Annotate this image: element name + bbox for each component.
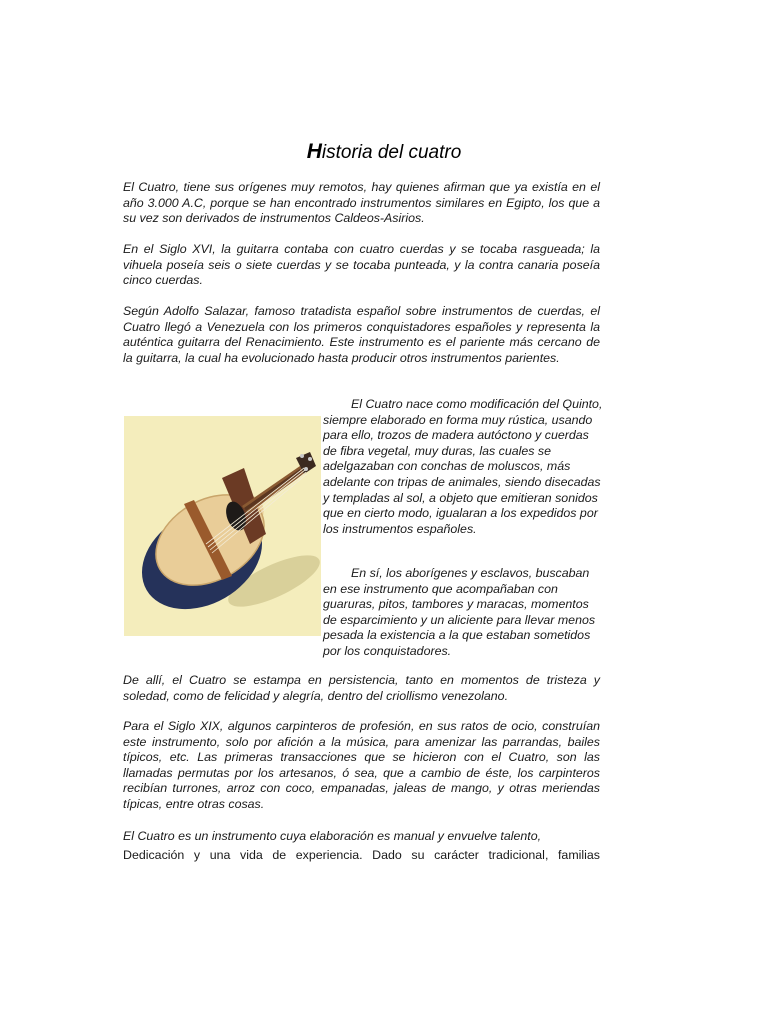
- title-rest: istoria del cuatro: [321, 142, 462, 163]
- title-initial: H: [306, 140, 322, 163]
- paragraph-dedicacion: Dedicación y una vida de experiencia. Dado su carácter tradicional, familias: [123, 848, 600, 862]
- cuatro-guitar-image: [124, 416, 321, 636]
- page-title: [0, 140, 768, 164]
- paragraph-origins: El Cuatro, tiene sus orígenes muy remotos, hay quienes afirman que ya existía en el año 3.000 A.C, porque se han encontrado instrumentos similares en Egipto, los que a su vez son derivados de instrumentos Caldeos-Asirios.: [123, 180, 600, 226]
- paragraph-siglo-xix: Para el Siglo XIX, algunos carpinteros de profesión, en sus ratos de ocio, construían este instrumento, solo por afición a la música, para amenizar las parrandas, bailes típicos, etc. Las primeras transacciones que se hicieron con el Cuatro, son las llamadas permutas por los artesanos, ó sea, que a cambio de éste, los carpinteros recibían turrones, arroz con coco, empanadas, jaleas de mango, y otras meriendas típicas, entre otras cosas.: [123, 719, 600, 811]
- side-paragraph-quinto: El Cuatro nace como modificación del Quinto, siempre elaborado en forma muy rústica, usando para ello, trozos de madera autóctono y cuerdas de fibra vegetal, muy duras, las cuales se adelgazaban con conchas de moluscos, más adelante con tripas de animales, siendo disecadas y templadas al sol, a objeto que emitieran sonidos que en cierto modo, igualaran a los expedidos por los instrumentos españoles.: [323, 397, 603, 536]
- paragraph-elaboracion: El Cuatro es un instrumento cuya elaboración es manual y envuelve talento,: [123, 829, 542, 843]
- side-paragraph-aborigenes: En sí, los aborígenes y esclavos, buscaban en ese instrumento que acompañaban con guaruras, pitos, tambores y maracas, momentos de esparcimiento y un aliciente para llevar menos pesada la existencia a la que estaban sometidos por los conquistadores.: [323, 566, 596, 658]
- paragraph-salazar: Según Adolfo Salazar, famoso tratadista español sobre instrumentos de cuerdas, el Cuatro llegó a Venezuela con los primeros conquistadores españoles y representa la auténtica guitarra del Renacimiento. Este instrumento es el pariente más cercano de la guitarra, la cual ha evolucionado hasta producir otros instrumentos parientes.: [123, 304, 600, 365]
- paragraph-siglo-xvi: En el Siglo XVI, la guitarra contaba con cuatro cuerdas y se tocaba rasgueada; la vihuela poseía seis o siete cuerdas y se tocaba punteada, y la contra canaria poseía cinco cuerdas.: [123, 242, 600, 288]
- paragraph-persistencia: De allí, el Cuatro se estampa en persistencia, tanto en momentos de tristeza y soledad, como de felicidad y alegría, dentro del criollismo venezolano.: [123, 673, 600, 703]
